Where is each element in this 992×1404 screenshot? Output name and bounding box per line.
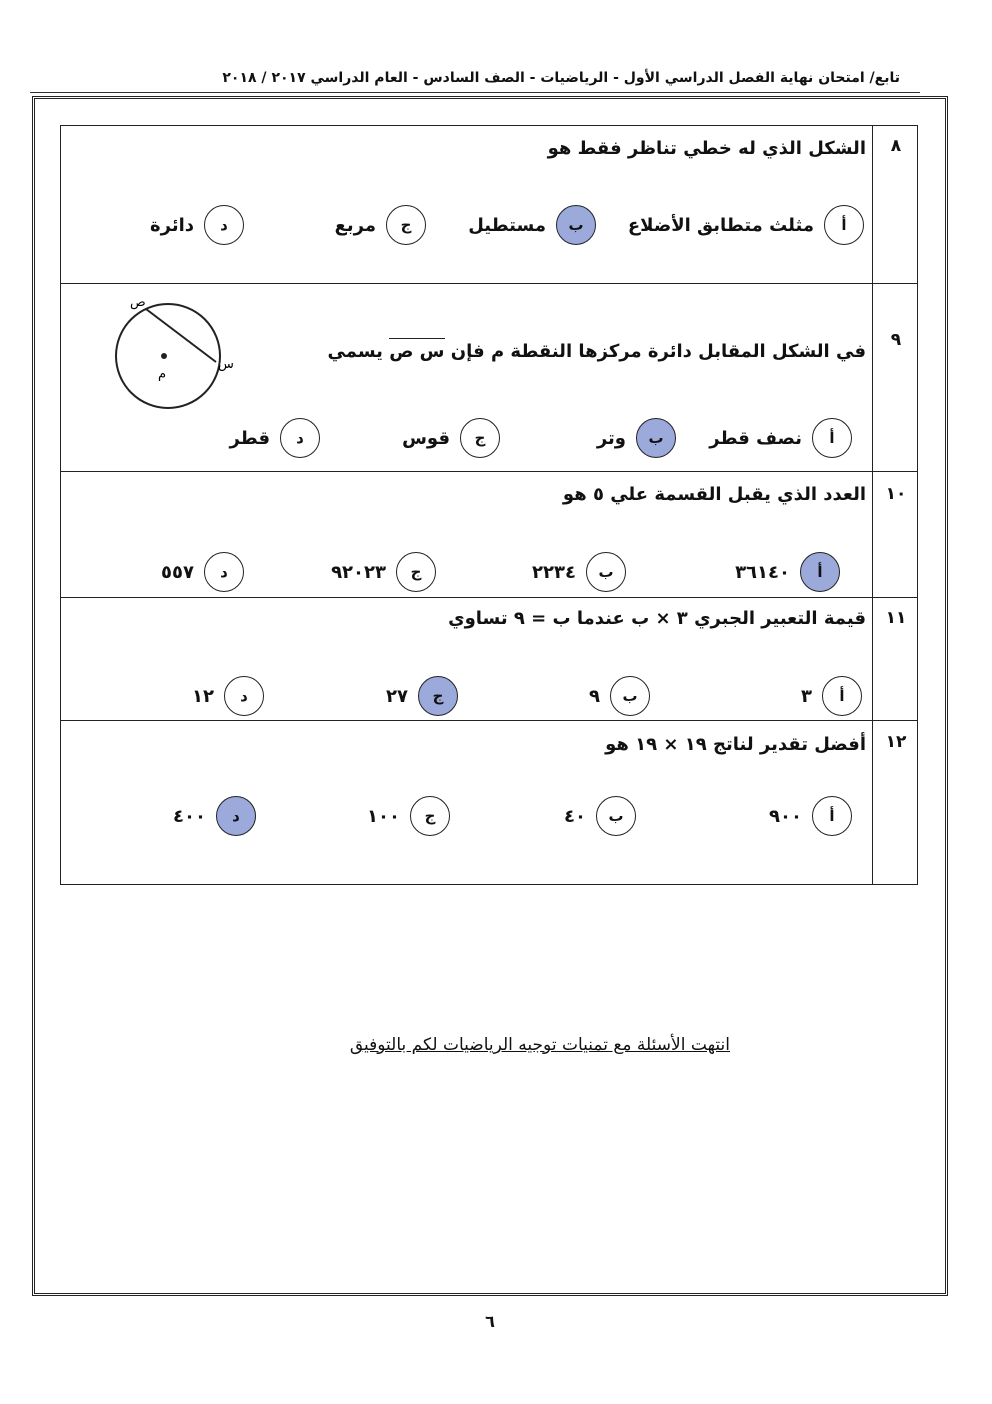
option-text: ٩ [589, 685, 600, 707]
option-text: دائرة [150, 214, 194, 236]
option-letter: أ [812, 796, 852, 836]
question-number: ١٠ [885, 484, 907, 504]
option-text: ٤٠٠ [173, 805, 206, 827]
question-stem: العدد الذي يقبل القسمة علي ٥ هو [562, 484, 866, 505]
option-letter: أ [824, 205, 864, 245]
number-column-divider [872, 125, 873, 885]
option-letter: ج [396, 552, 436, 592]
option-c[interactable] [367, 796, 450, 836]
point-label-top: ص [130, 295, 146, 310]
option-letter: ج [410, 796, 450, 836]
question-stem [328, 338, 866, 362]
option-c[interactable] [402, 418, 500, 458]
center-label: م [158, 367, 167, 382]
option-letter: ب [610, 676, 650, 716]
option-text: ٩٠٠ [769, 805, 802, 827]
option-letter: د [204, 205, 244, 245]
stem-before: في الشكل المقابل دائرة مركزها النقطة م فإن [450, 341, 866, 362]
option-text: ١٢ [192, 685, 214, 707]
option-letter: د [280, 418, 320, 458]
question-stem: قيمة التعبير الجبري ٣ × ب عندما ب = ٩ تساوي [448, 608, 866, 629]
option-letter: ب [556, 205, 596, 245]
stem-after: يسمي [327, 341, 383, 362]
option-c[interactable] [331, 552, 436, 592]
option-letter: ج [386, 205, 426, 245]
circle-figure [106, 292, 246, 420]
option-text: مستطيل [468, 214, 546, 236]
option-c[interactable] [335, 205, 426, 245]
option-d[interactable] [173, 796, 256, 836]
option-a[interactable] [769, 796, 852, 836]
question-number: ١١ [885, 608, 907, 628]
option-text: ٩٢٠٢٣ [331, 561, 386, 583]
option-text: مربع [334, 214, 376, 236]
option-a[interactable] [628, 205, 864, 245]
option-text: وتر [596, 427, 626, 449]
option-a[interactable] [709, 418, 852, 458]
row-divider [60, 471, 918, 472]
option-letter: د [216, 796, 256, 836]
header-divider [30, 92, 920, 93]
option-c[interactable] [386, 676, 458, 716]
option-d[interactable] [161, 552, 244, 592]
exam-header: تابع/ امتحان نهاية الفصل الدراسي الأول - الرياضيات - الصف السادس - العام الدراسي ٢٠١٧ / ٢٠١٨ [222, 70, 900, 86]
option-text: ٢٢٣٤ [532, 561, 576, 583]
option-text: قطر [229, 427, 270, 449]
row-divider [60, 720, 918, 721]
page-number: ٦ [485, 1312, 495, 1331]
option-b[interactable] [597, 418, 676, 458]
option-letter: ب [596, 796, 636, 836]
point-label-right: س [218, 357, 234, 372]
chord-line [146, 309, 216, 362]
closing-message: انتهت الأسئلة مع تمنيات توجيه الرياضيات لكم بالتوفيق [349, 1035, 730, 1055]
question-number: ٨ [890, 136, 902, 156]
question-stem: أفضل تقدير لناتج ١٩ × ١٩ هو [605, 734, 866, 755]
option-text: ١٠٠ [367, 805, 400, 827]
option-letter: ج [418, 676, 458, 716]
option-d[interactable] [229, 418, 320, 458]
segment-label: س ص [389, 338, 444, 362]
option-text: ٤٠ [564, 805, 586, 827]
option-b[interactable] [564, 796, 636, 836]
option-d[interactable] [192, 676, 264, 716]
option-letter: ج [460, 418, 500, 458]
option-d[interactable] [150, 205, 244, 245]
option-letter: ب [636, 418, 676, 458]
option-letter: أ [822, 676, 862, 716]
option-letter: ب [586, 552, 626, 592]
option-letter: د [204, 552, 244, 592]
option-text: ٣٦١٤٠ [735, 561, 790, 583]
option-b[interactable] [468, 205, 596, 245]
option-a[interactable] [801, 676, 862, 716]
question-number: ٩ [890, 330, 902, 350]
row-divider [60, 597, 918, 598]
question-number: ١٢ [885, 732, 907, 752]
option-b[interactable] [589, 676, 650, 716]
option-letter: أ [812, 418, 852, 458]
center-point [161, 353, 167, 359]
option-b[interactable] [532, 552, 626, 592]
option-letter: أ [800, 552, 840, 592]
option-text: قوس [402, 427, 450, 449]
circle-outline [116, 304, 220, 408]
question-stem: الشكل الذي له خطي تناظر فقط هو [547, 138, 866, 159]
option-text: نصف قطر [709, 427, 802, 449]
row-divider [60, 283, 918, 284]
option-a[interactable] [735, 552, 840, 592]
option-text: ٣ [801, 685, 812, 707]
option-letter: د [224, 676, 264, 716]
option-text: ٥٥٧ [161, 561, 194, 583]
option-text: مثلث متطابق الأضلاع [627, 214, 814, 236]
option-text: ٢٧ [386, 685, 408, 707]
